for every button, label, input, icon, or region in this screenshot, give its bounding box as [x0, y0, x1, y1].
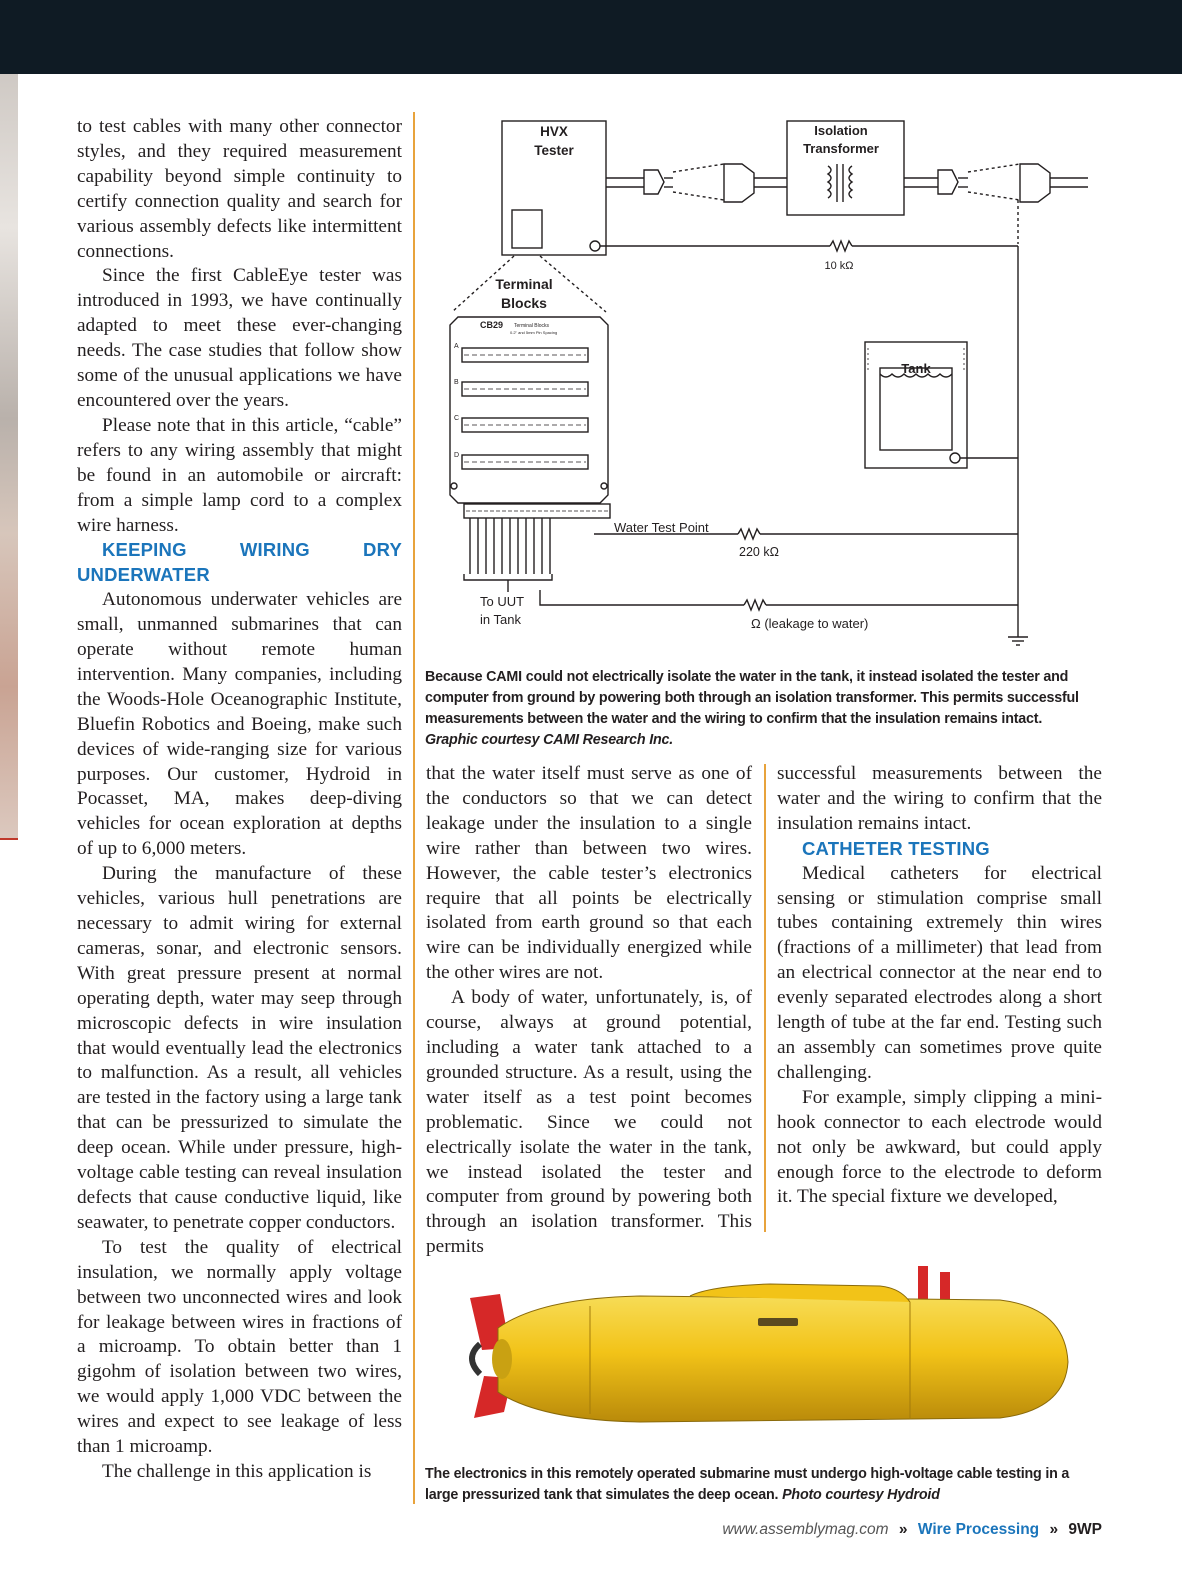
tester-label: Tester — [534, 143, 574, 158]
column-rule — [764, 764, 766, 1232]
row-label: B — [454, 379, 459, 386]
page-footer — [722, 1521, 1102, 1539]
section-heading: KEEPING WIRING DRY UNDERWATER — [77, 539, 402, 586]
hvx-label: HVX — [540, 124, 568, 139]
hvx-tester-box — [502, 121, 606, 255]
socket-icon — [724, 164, 754, 202]
row-label: D — [454, 452, 460, 459]
resistor-10k-label: 10 kΩ — [824, 260, 854, 272]
caption-text: The electronics in this remotely operated submarine must undergo high-voltage cable testing in a large pressurized tank that simulates the deep ocean. — [425, 1466, 1070, 1503]
resistor-10k — [830, 241, 852, 251]
board-sublabel: Terminal Blocks — [514, 323, 550, 329]
propeller — [472, 1344, 480, 1374]
left-edge-photo-strip — [0, 74, 18, 840]
caption-credit: Graphic courtesy CAMI Research Inc. — [425, 732, 674, 748]
row-label: C — [454, 415, 460, 422]
plug-icon — [644, 170, 664, 194]
page-number: 9WP — [1068, 1521, 1102, 1538]
resistor-leakage — [744, 600, 766, 610]
socket-icon — [1020, 164, 1050, 202]
board-label: CB29 — [480, 320, 504, 330]
paragraph: Autonomous underwater vehicles are small, unmanned submarines that can operate without remote human intervention. Many companies, including the Woods-Hole Oceanographic Institute, Bluefin Robotics and Boeing, make such devices of wide-ranging size for various purposes. Our customer, Hydroid in Pocasset, MA, makes deep-diving vehicles for ocean exploration at depths of up to 6,000 meters. — [77, 589, 402, 860]
terminal-label: Terminal — [495, 276, 553, 292]
paragraph: To test the quality of electrical insulation, we normally apply voltage between two unconnected wires and look for leakage between wires in fractions of a microamp. To obtain better than 1 gigohm of isolation between two wires, we would apply 1,000 VDC between the wires and expect to see leakage of less than 1 microamp. — [77, 1236, 402, 1458]
footer-url[interactable]: www.assemblymag.com — [722, 1521, 889, 1538]
leakage-label: Ω (leakage to water) — [751, 616, 869, 631]
tester-screen — [512, 210, 542, 248]
divider — [0, 838, 18, 840]
submarine-photo — [440, 1258, 1080, 1458]
paragraph: For example, simply clipping a mini-hook connector to each electrode would not only be awkward, but could apply enough force to the electrode to deform it. The special fixture we developed, — [777, 1086, 1102, 1208]
photo-caption — [425, 1464, 1095, 1506]
diagram-caption — [425, 667, 1095, 751]
paragraph: to test cables with many other connector styles, and they required measurement capability beyond simple continuity to certify connection quality and search for various assembly defects like intermittent connections. — [77, 116, 402, 262]
top-banner — [0, 0, 1182, 74]
paragraph: A body of water, unfortunately, is, of course, always at ground potential, including a water tank attached to a grounded structure. As a result, using the water itself as a test point becomes problematic. Since we could not electrically isolate the water in the tank, we instead isolated the tester and computer from ground by powering both through an isolation transformer. This permits — [426, 987, 752, 1258]
footer-separator: » — [1049, 1521, 1059, 1538]
row-label: A — [454, 343, 459, 350]
tank-label: Tank — [901, 361, 931, 376]
paragraph: During the manufacture of these vehicles, various hull penetrations are necessary to admit wiring for external cameras, sonar, and electronic sensors. With great pressure present at normal operating depth, water may seep through microscopic defects in wire insulation that would eventually lead the electronics to malfunction. As a result, all vehicles are tested in the factory using a large tank that can be pressurized to simulate the deep ocean. While under pressure, high-voltage cable testing can reveal insulation defects that cause conductive liquid, like seawater, to penetrate copper conductors. — [77, 863, 402, 1233]
board-sublabel-2: 0.2" and 5mm Pin Spacing — [510, 330, 558, 335]
caption-credit: Photo courtesy Hydroid — [782, 1487, 940, 1503]
paragraph: The challenge in this application is — [102, 1460, 372, 1482]
blocks-label: Blocks — [501, 295, 547, 311]
nose-cone — [492, 1339, 512, 1379]
column-rule — [413, 112, 415, 1504]
paragraph: Medical catheters for electrical sensing or stimulation comprise small tubes containing extremely thin wires (fractions of a millimeter) that lead from an electrical connector at the near end to evenly separated electrodes along a short length of tube at the far end. Testing such an assembly can sometimes prove quite challenging. — [777, 862, 1102, 1083]
article-column-1 — [77, 115, 402, 1485]
paragraph: Please note that in this article, “cable” refers to any wiring assembly that might be found in an automobile or aircraft: from a simple lamp cord to a complex wire harness. — [77, 414, 402, 536]
paragraph: Since the first CableEye tester was introduced in 1993, we have continually adapted to meet these ever-changing needs. The case studies that follow show some of the unusual applications we have encountered over the years. — [77, 265, 402, 411]
section-heading: CATHETER TESTING — [802, 837, 990, 859]
wiring-diagram — [428, 112, 1100, 660]
resistor-220k-label: 220 kΩ — [739, 545, 779, 559]
terminal-board — [450, 317, 608, 503]
resistor-220k — [738, 529, 760, 539]
footer-section: Wire Processing — [917, 1521, 1040, 1538]
sensor-plate — [758, 1318, 798, 1326]
caption-text: Because CAMI could not electrically isolate the water in the tank, it instead isolated the tester and computer from ground by powering both through an isolation transformer. This permits successful measurements between the water and the wiring to confirm that the insulation remains intact. — [425, 669, 1079, 727]
in-tank-label: in Tank — [480, 612, 521, 627]
article-column-3 — [777, 762, 1102, 1210]
plug-icon — [938, 170, 958, 194]
paragraph: that the water itself must serve as one of the conductors so that we can detect leakage under the insulation to a single wire rather than between two wires. However, the cable tester’s electronics require that all points be electrically isolated from earth ground so that each wire can be individually energized while the other wires are not. — [426, 763, 752, 984]
water-test-point-label: Water Test Point — [614, 520, 709, 535]
isolation-label: Isolation — [814, 123, 868, 138]
paragraph: successful measurements between the water and the wiring to confirm that the insulation remains intact. — [777, 763, 1102, 834]
terminal-pins — [464, 348, 964, 511]
submarine-hull — [498, 1296, 1068, 1422]
to-uut-label: To UUT — [480, 594, 525, 609]
transformer-label: Transformer — [803, 141, 879, 156]
footer-separator: » — [898, 1521, 908, 1538]
tank-inner — [880, 368, 952, 450]
article-column-2 — [426, 762, 752, 1260]
